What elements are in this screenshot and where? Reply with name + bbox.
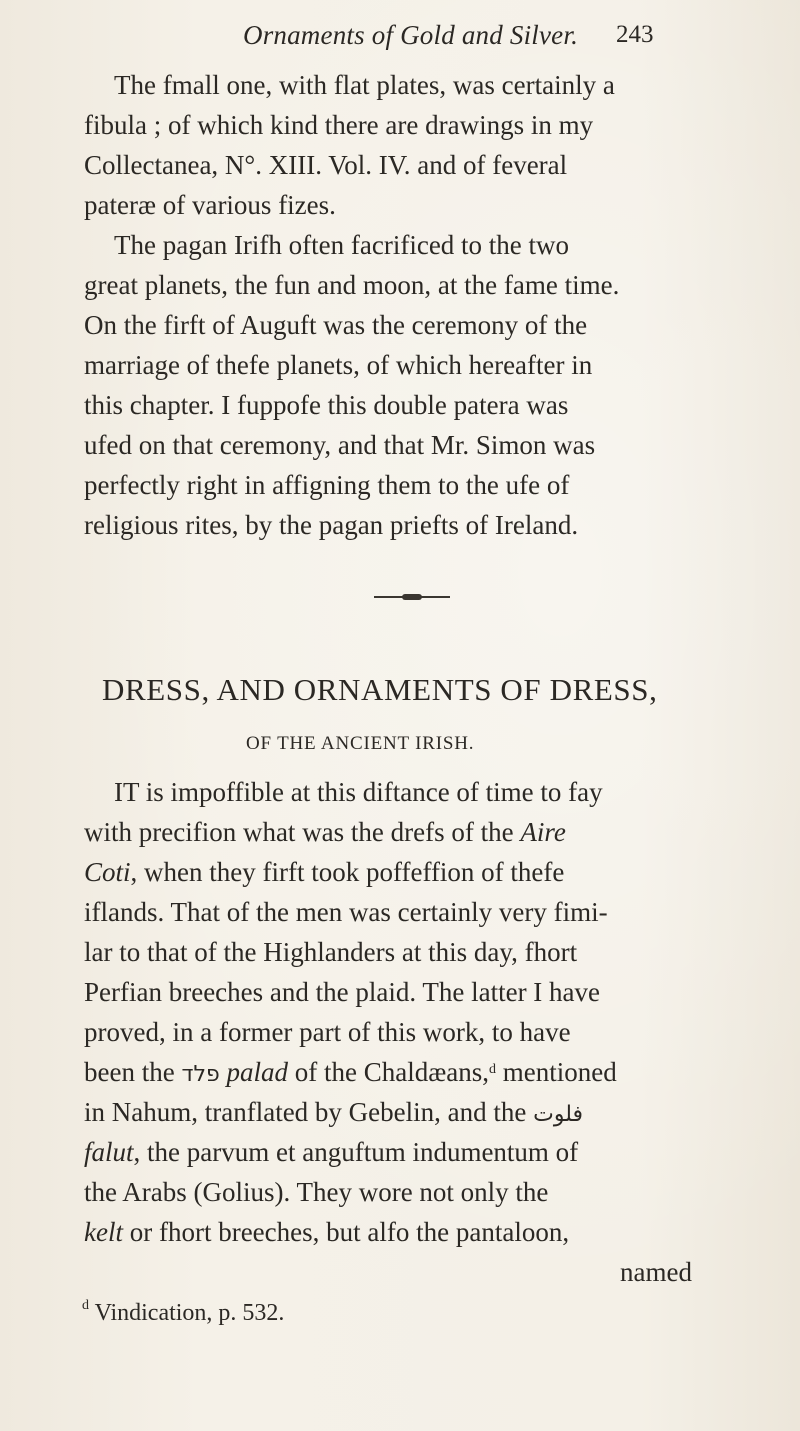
catchword: named bbox=[620, 1257, 692, 1287]
text-line: fibula ; of which kind there are drawings in my bbox=[84, 110, 594, 140]
text-line: On the firft of Auguft was the ceremony of the bbox=[84, 310, 588, 340]
footnote-text: Vindication, p. 532. bbox=[89, 1300, 285, 1326]
italic-term: palad bbox=[226, 1057, 288, 1087]
footnote bbox=[82, 1300, 284, 1327]
running-head: Ornaments of Gold and Silver. bbox=[243, 20, 579, 50]
text-line: marriage of thefe planets, of which hereafter in bbox=[84, 350, 593, 380]
text-span: of the Chaldæans, bbox=[287, 1057, 489, 1087]
text-line bbox=[84, 1216, 569, 1248]
section-subtitle: OF THE ANCIENT IRISH. bbox=[246, 733, 475, 754]
text-span: mentioned bbox=[495, 1057, 617, 1087]
text-span: in Nahum, tranflated by Gebelin, and the bbox=[84, 1097, 534, 1127]
section-divider bbox=[374, 596, 450, 598]
text-line: Collectanea, N°. XIII. Vol. IV. and of feveral bbox=[84, 150, 568, 180]
text-line: pateræ of various fizes. bbox=[84, 190, 336, 220]
page-number: 243 bbox=[616, 21, 654, 48]
section-title: DRESS, AND ORNAMENTS OF DRESS, bbox=[102, 672, 658, 707]
text-span: or fhort breeches, but alfo the pantaloon, bbox=[122, 1217, 570, 1247]
text-line bbox=[84, 856, 564, 888]
italic-term: kelt bbox=[84, 1217, 123, 1247]
text-line: great planets, the fun and moon, at the fame time. bbox=[84, 270, 620, 300]
arabic-word: فلوت bbox=[533, 1102, 584, 1127]
text-line: lar to that of the Highlanders at this day, fhort bbox=[84, 937, 578, 967]
text-line bbox=[84, 1136, 578, 1168]
text-line: this chapter. I fuppofe this double patera was bbox=[84, 390, 569, 420]
text-line: perfectly right in affigning them to the ufe of bbox=[84, 470, 570, 500]
text-span: with precifion what was the drefs of the bbox=[84, 817, 521, 847]
text-line: religious rites, by the pagan priefts of Ireland. bbox=[84, 510, 579, 540]
text-line: proved, in a former part of this work, to have bbox=[84, 1017, 571, 1047]
text-span: , the parvum et anguftum indumentum of bbox=[133, 1137, 579, 1167]
footnote-marker: d bbox=[82, 1298, 89, 1313]
text-line bbox=[84, 1056, 617, 1091]
text-span: been the bbox=[84, 1057, 182, 1087]
text-line bbox=[84, 1096, 583, 1131]
text-line bbox=[84, 816, 566, 848]
text-line: Perfian breeches and the plaid. The latter I have bbox=[84, 977, 601, 1007]
italic-term: Coti bbox=[84, 857, 131, 887]
text-line: the Arabs (Golius). They wore not only the bbox=[84, 1177, 549, 1207]
hebrew-word: פלד bbox=[181, 1062, 220, 1087]
text-span: , when they firft took poffeffion of thefe bbox=[130, 857, 565, 887]
page-header bbox=[0, 6, 800, 54]
text-line: IT is impoffible at this diftance of time to fay bbox=[114, 777, 603, 807]
footnote-ref: d bbox=[488, 1062, 496, 1077]
text-line: ufed on that ceremony, and that Mr. Simon was bbox=[84, 430, 596, 460]
text-line: The pagan Irifh often facrificed to the two bbox=[114, 230, 570, 260]
italic-term: Aire bbox=[520, 817, 566, 847]
text-line: iflands. That of the men was certainly very fimi- bbox=[84, 897, 608, 927]
italic-term: falut bbox=[84, 1137, 134, 1167]
text-line: The fmall one, with flat plates, was certainly a bbox=[114, 70, 615, 100]
